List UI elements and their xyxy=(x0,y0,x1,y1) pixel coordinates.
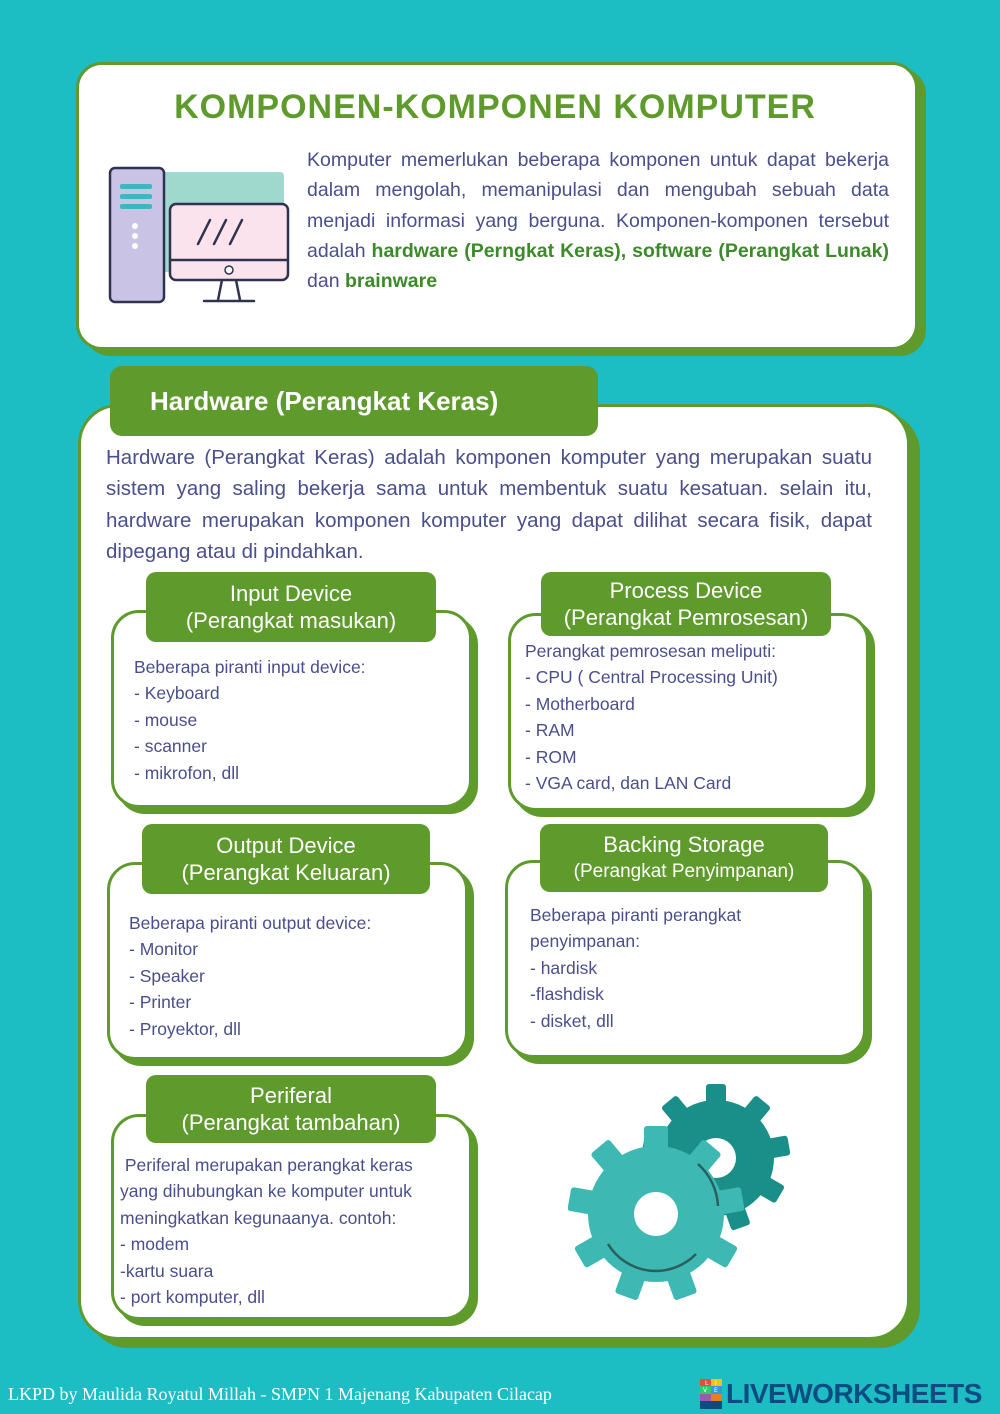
logo-letter: E xyxy=(714,1387,718,1394)
output-device-intro: Beberapa piranti output device: xyxy=(129,913,372,933)
list-item: - Proyektor, dll xyxy=(129,1018,241,1039)
input-device-title: Input Device xyxy=(229,581,353,606)
backing-storage-intro-cont: penyimpanan: xyxy=(530,931,640,952)
periferal-line: yang dihubungkan ke komputer untuk xyxy=(120,1181,412,1202)
liveworksheets-brand: LIVEWORKSHEETS xyxy=(726,1378,982,1409)
logo-letter: L xyxy=(705,1380,709,1387)
input-device-list xyxy=(134,654,366,786)
output-device-label xyxy=(142,824,430,894)
intro-term-hardware-software: hardware (Perngkat Keras), software (Perangkat Lunak) xyxy=(371,239,889,262)
backing-storage-title: Backing Storage xyxy=(603,832,765,857)
periferal-subtitle: (Perangkat tambahan) xyxy=(181,1110,401,1135)
intro-text: Komputer memerlukan beberapa komponen untuk dapat bekerja dalam mengolah, memanipulasi dan mengubah sebuah data menjadi informasi yang berguna. Komponen-komponen tersebut adalah xyxy=(307,149,889,262)
periferal-line: meningkatkan kegunaanya. contoh: xyxy=(120,1207,397,1228)
computer-icon xyxy=(106,164,296,306)
list-item: - disket, dll xyxy=(530,1010,614,1031)
list-item: - Speaker xyxy=(129,965,205,986)
periferal-title: Periferal xyxy=(250,1083,332,1108)
process-device-label xyxy=(541,572,831,636)
list-item: - port komputer, dll xyxy=(120,1287,265,1308)
list-item: - mouse xyxy=(134,709,198,730)
process-device-intro: Perangkat pemrosesan meliputi: xyxy=(525,641,776,661)
intro-paragraph xyxy=(307,145,889,296)
list-item: - CPU ( Central Processing Unit) xyxy=(525,667,778,688)
page-title: KOMPONEN-KOMPONEN KOMPUTER xyxy=(174,88,816,126)
list-item: - Printer xyxy=(129,992,192,1013)
backing-storage-list xyxy=(530,902,741,1034)
process-device-subtitle: (Perangkat Pemrosesan) xyxy=(563,605,809,630)
periferal-list xyxy=(120,1152,413,1310)
hardware-description: Hardware (Perangkat Keras) adalah komponen komputer yang merupakan suatu sistem yang saling bekerja sama untuk membentuk suatu kesatuan. selain itu, hardware merupakan komponen komputer yang dapat dilihat secara fisik, dapat dipegang atau di pindahkan. xyxy=(106,446,872,563)
list-item: -flashdisk xyxy=(530,984,604,1005)
list-item: - ROM xyxy=(525,746,577,767)
output-device-title: Output Device xyxy=(216,833,356,858)
input-device-intro: Beberapa piranti input device: xyxy=(134,657,366,677)
intro-conjunction: dan xyxy=(307,270,345,293)
periferal-line: Periferal merupakan perangkat keras xyxy=(120,1155,413,1175)
logo-letter: I xyxy=(715,1380,717,1387)
backing-storage-label xyxy=(540,824,828,892)
backing-storage-subtitle: (Perangkat Penyimpanan) xyxy=(573,861,795,882)
list-item: -kartu suara xyxy=(120,1260,214,1281)
process-device-list xyxy=(525,638,778,796)
liveworksheets-logo[interactable] xyxy=(700,1378,982,1410)
periferal-label xyxy=(146,1075,436,1143)
list-item: - modem xyxy=(120,1234,190,1255)
intro-term-brainware: brainware xyxy=(344,270,438,293)
process-device-title: Process Device xyxy=(609,578,763,603)
gears-icon xyxy=(568,1082,800,1314)
list-item: - scanner xyxy=(134,736,207,757)
list-item: - Monitor xyxy=(129,939,199,960)
list-item: - Motherboard xyxy=(525,693,635,714)
list-item: - RAM xyxy=(525,720,575,741)
output-device-subtitle: (Perangkat Keluaran) xyxy=(181,860,391,885)
output-device-list xyxy=(129,910,371,1042)
list-item: - mikrofon, dll xyxy=(134,762,240,783)
list-item: - VGA card, dan LAN Card xyxy=(525,773,732,794)
liveworksheets-logo-icon xyxy=(700,1379,722,1409)
hardware-heading: Hardware (Perangkat Keras) xyxy=(110,366,598,436)
logo-letter: V xyxy=(703,1387,708,1394)
footer-credit: LKPD by Maulida Royatul Millah - SMPN 1 Majenang Kabupaten Cilacap xyxy=(8,1384,552,1404)
input-device-subtitle: (Perangkat masukan) xyxy=(185,608,397,633)
list-item: - Keyboard xyxy=(134,683,220,704)
backing-storage-intro: Beberapa piranti perangkat xyxy=(530,905,742,925)
input-device-label xyxy=(146,572,436,642)
list-item: - hardisk xyxy=(530,957,598,978)
